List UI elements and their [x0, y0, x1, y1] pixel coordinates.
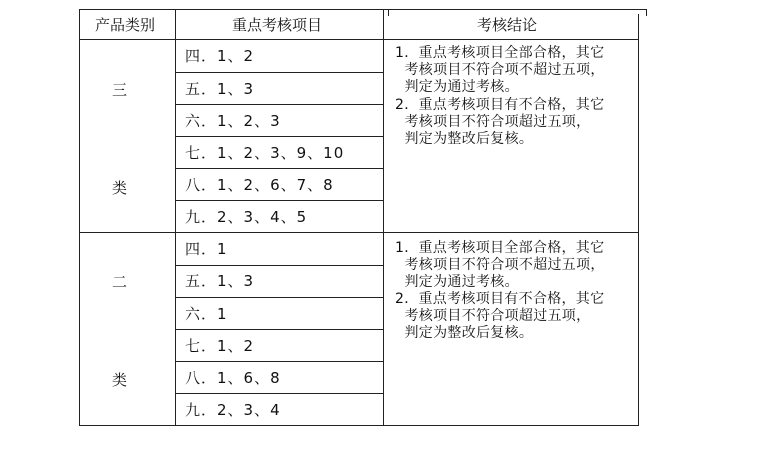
conclusion-line: 2．重点考核项目有不合格，其它 — [395, 291, 605, 307]
header-items: 重点考核项目 — [232, 16, 323, 34]
col-divider-1 — [175, 14, 176, 426]
conclusion-line: 考核项目不符合项超过五项， — [395, 114, 591, 130]
item-row: 九．2、3、4 — [185, 401, 281, 419]
right-border — [638, 14, 639, 426]
row-rule — [175, 136, 383, 137]
conclusion-line: 考核项目不符合项超过五项， — [395, 308, 591, 324]
item-row: 八．1、2、6、7、8 — [185, 176, 334, 194]
header-category: 产品类别 — [95, 16, 156, 34]
conclusion-line: 判定为整改后复核。 — [395, 131, 534, 147]
item-row: 九．2、3、4、5 — [185, 208, 308, 226]
bottom-border — [79, 425, 639, 426]
item-row: 五．1、3 — [185, 272, 255, 290]
conclusion-line: 判定为整改后复核。 — [395, 325, 534, 341]
row-rule — [175, 329, 383, 330]
conclusion-line: 1．重点考核项目全部合格，其它 — [395, 240, 605, 256]
item-row: 四．1、2 — [185, 47, 255, 65]
category-label-bottom: 类 — [112, 179, 128, 197]
row-rule — [175, 393, 383, 394]
row-rule — [175, 297, 383, 298]
header-rule — [79, 39, 639, 40]
item-row: 四．1 — [185, 240, 228, 258]
header-conclusion: 考核结论 — [477, 16, 538, 34]
tick — [646, 9, 647, 16]
conclusion-line: 考核项目不符合项不超过五项， — [395, 62, 605, 78]
tick — [388, 9, 389, 16]
category-label-top: 三 — [112, 81, 128, 99]
item-row: 六．1、2、3 — [185, 112, 281, 130]
conclusion-line: 2．重点考核项目有不合格，其它 — [395, 97, 605, 113]
group-separator — [79, 232, 639, 233]
item-row: 六．1 — [185, 305, 228, 323]
conclusion-line: 判定为通过考核。 — [395, 79, 519, 95]
conclusion-line: 1．重点考核项目全部合格，其它 — [395, 45, 605, 61]
item-row: 七．1、2、3、9、10 — [185, 144, 345, 162]
item-row: 八．1、6、8 — [185, 369, 281, 387]
item-row: 七．1、2 — [185, 337, 255, 355]
row-rule — [175, 72, 383, 73]
category-label-top: 二 — [112, 273, 128, 291]
row-rule — [175, 200, 383, 201]
top-border — [79, 9, 647, 10]
conclusion-line: 判定为通过考核。 — [395, 274, 519, 290]
category-label-bottom: 类 — [112, 371, 128, 389]
row-rule — [175, 361, 383, 362]
row-rule — [175, 168, 383, 169]
row-rule — [175, 265, 383, 266]
col-divider-2 — [383, 14, 384, 426]
left-border — [79, 14, 80, 426]
row-rule — [175, 104, 383, 105]
conclusion-line: 考核项目不符合项不超过五项， — [395, 257, 605, 273]
item-row: 五．1、3 — [185, 80, 255, 98]
